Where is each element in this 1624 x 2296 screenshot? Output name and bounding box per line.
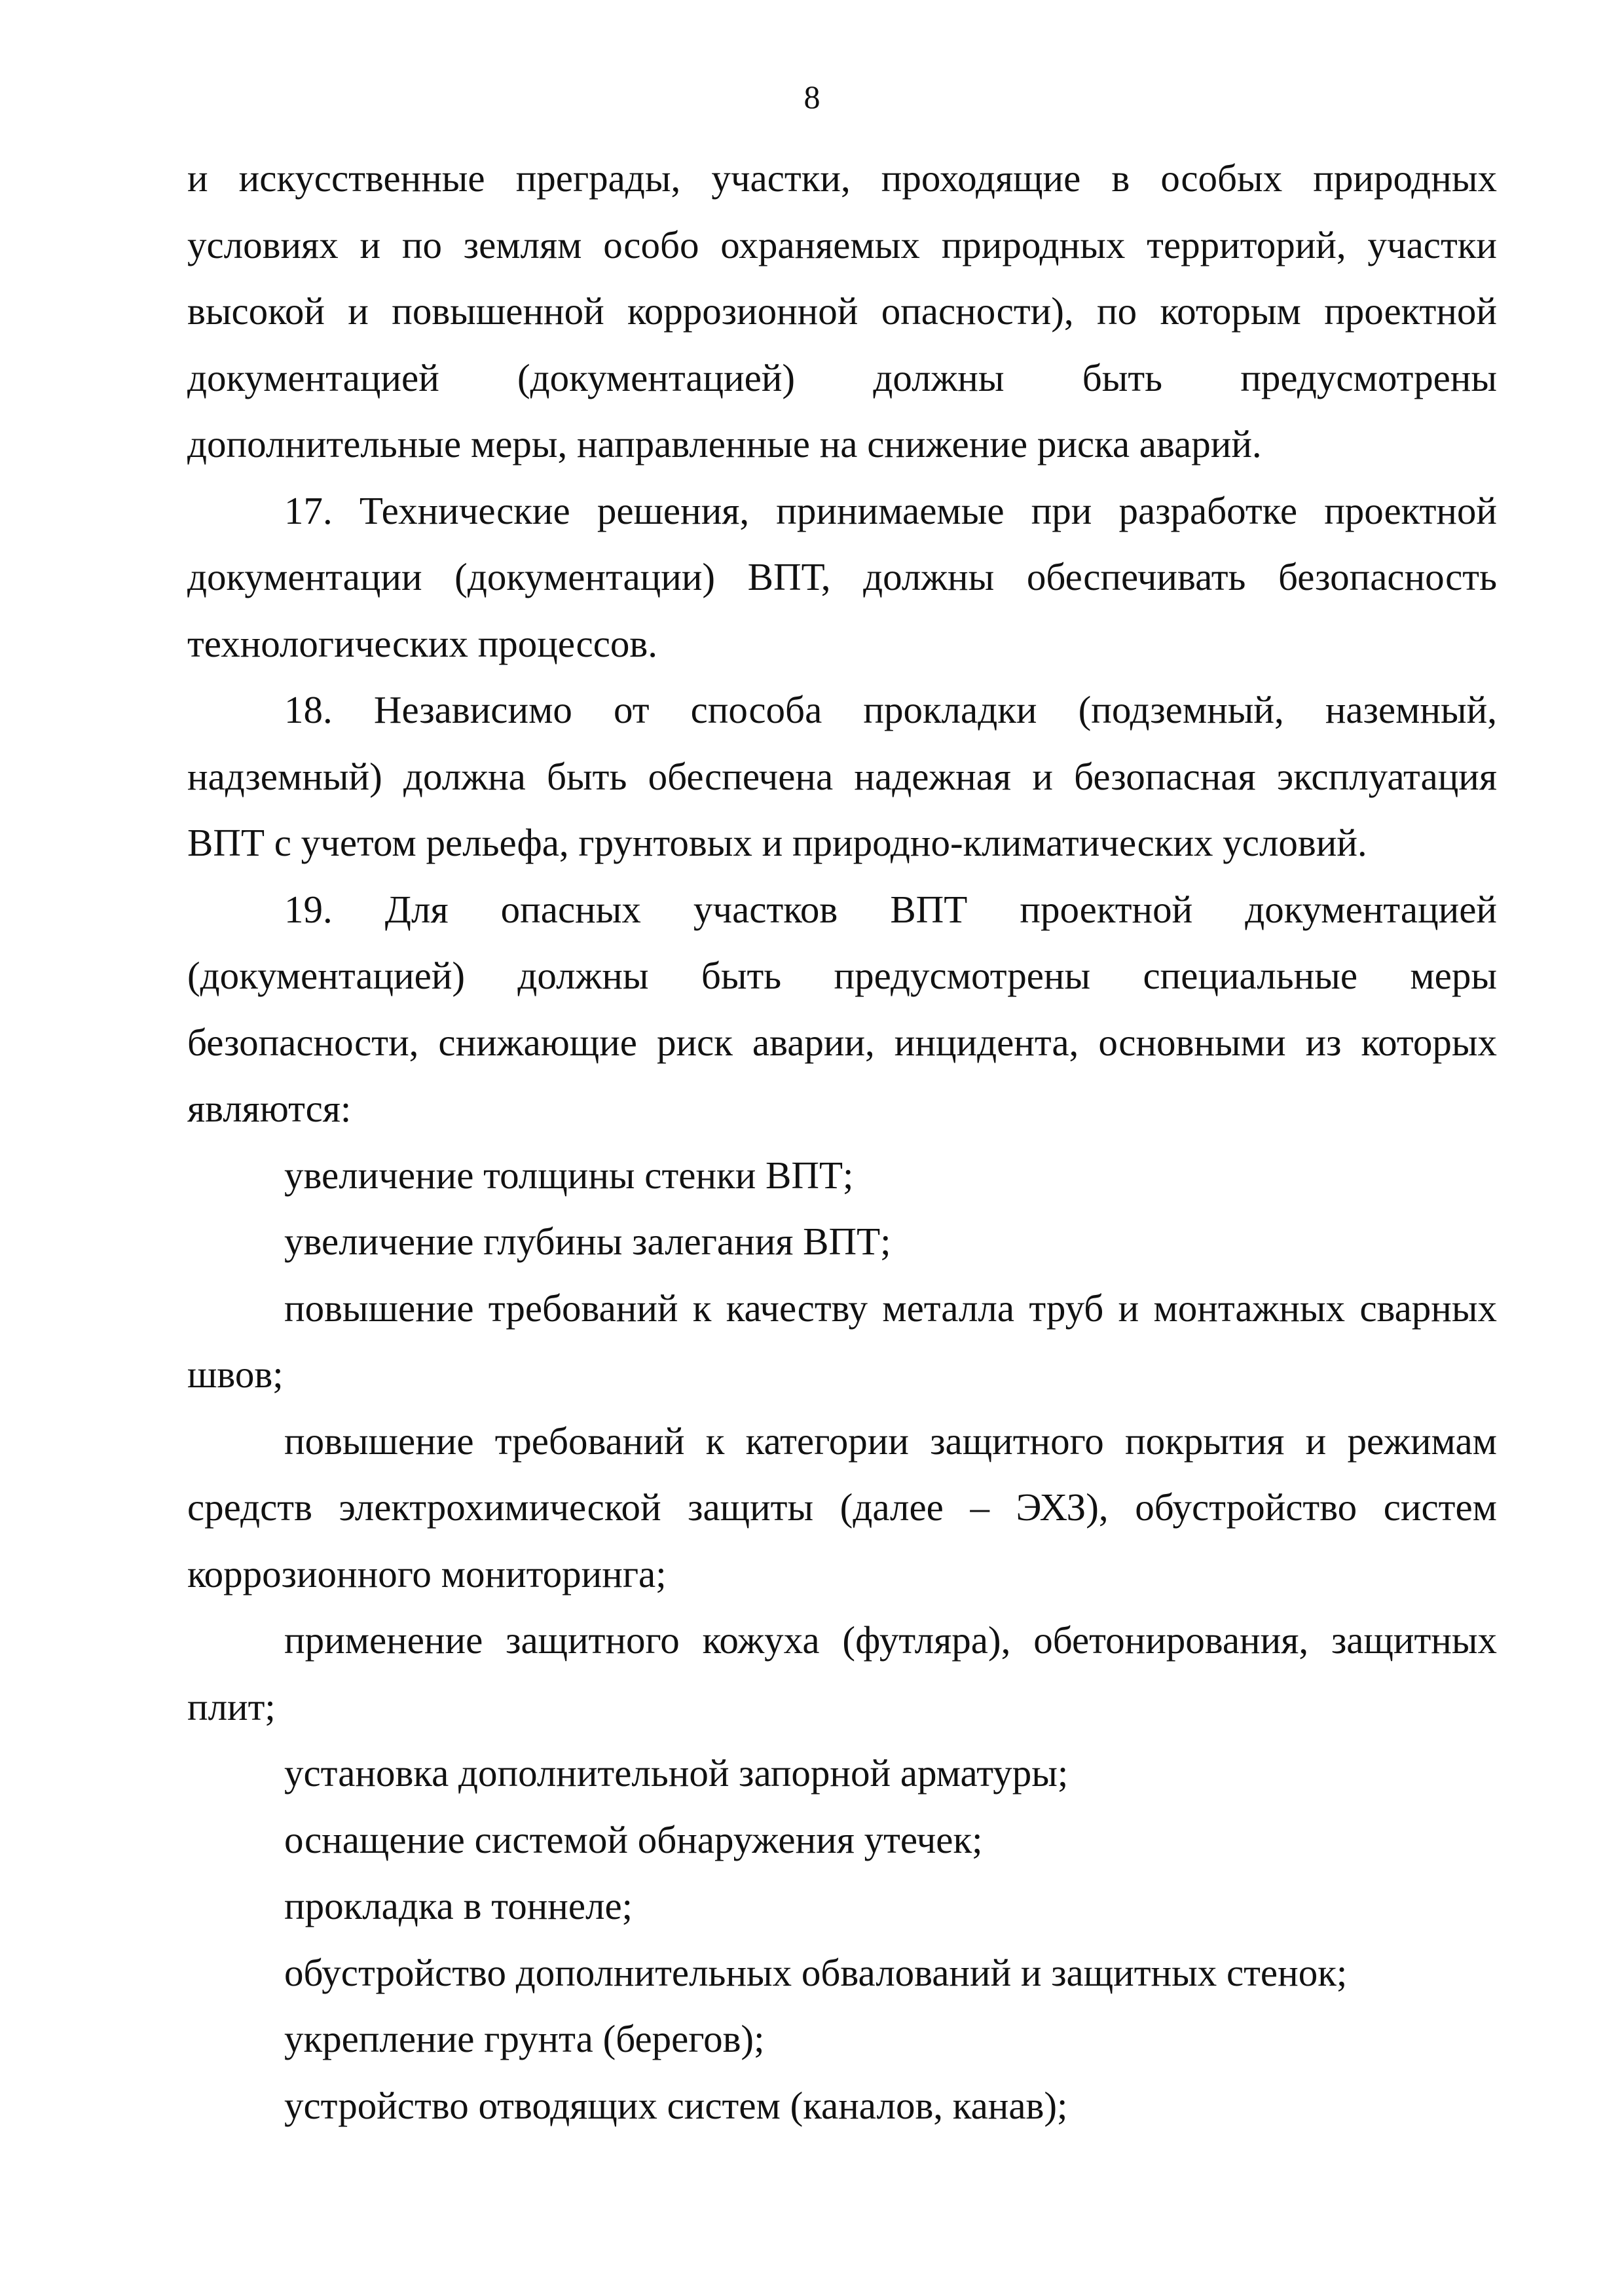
list-item-leak-detection: оснащение системой обнаружения утечек; — [284, 1817, 983, 1861]
paragraph-item-18: 18. Независимо от способа прокладки (подземный, наземный, надземный) должна быть обеспечена надежная и безопасная эксплуатация ВПТ с учетом рельефа, грунтовых и природно-климатических условий. — [187, 688, 1497, 864]
list-item-tunnel: прокладка в тоннеле; — [284, 1884, 633, 1927]
list-item-wall-thickness: увеличение толщины стенки ВПТ; — [284, 1153, 854, 1197]
list-item-shutoff-valves: установка дополнительной запорной арматуры; — [284, 1751, 1069, 1795]
list-item-protective-coating: повышение требований к категории защитного покрытия и режимам средств электрохимической защиты (далее – ЭХЗ), обустройство систем коррозионного мониторинга; — [187, 1419, 1497, 1595]
paragraph-continuation: и искусственные преграды, участки, проходящие в особых природных условиях и по землям особо охраняемых природных территорий, участки высокой и повышенной коррозионной опасности), по которым проектной документацией (документацией) должны быть предусмотрены дополнительные меры, направленные на снижение риска аварий. — [187, 156, 1497, 465]
paragraph-item-17: 17. Технические решения, принимаемые при разработке проектной документации (документации) ВПТ, должны обеспечивать безопасность технологических процессов. — [187, 488, 1497, 665]
list-item-burial-depth: увеличение глубины залегания ВПТ; — [284, 1220, 891, 1263]
list-item-protective-casing: применение защитного кожуха (футляра), обетонирования, защитных плит; — [187, 1618, 1497, 1728]
paragraph-item-19: 19. Для опасных участков ВПТ проектной документацией (документацией) должны быть предусмотрены специальные меры безопасности, снижающие риск аварии, инцидента, основными из которых являются: — [187, 887, 1497, 1130]
list-item-soil-reinforcement: укрепление грунта (берегов); — [284, 2017, 765, 2060]
page-number: 8 — [803, 79, 821, 115]
document-body — [187, 145, 1497, 2139]
list-item-embankments: обустройство дополнительных обвалований и защитных стенок; — [284, 1950, 1348, 1994]
list-item-metal-quality: повышение требований к качеству металла труб и монтажных сварных швов; — [187, 1286, 1497, 1396]
list-item-drainage-systems: устройство отводящих систем (каналов, канав); — [284, 2083, 1068, 2127]
